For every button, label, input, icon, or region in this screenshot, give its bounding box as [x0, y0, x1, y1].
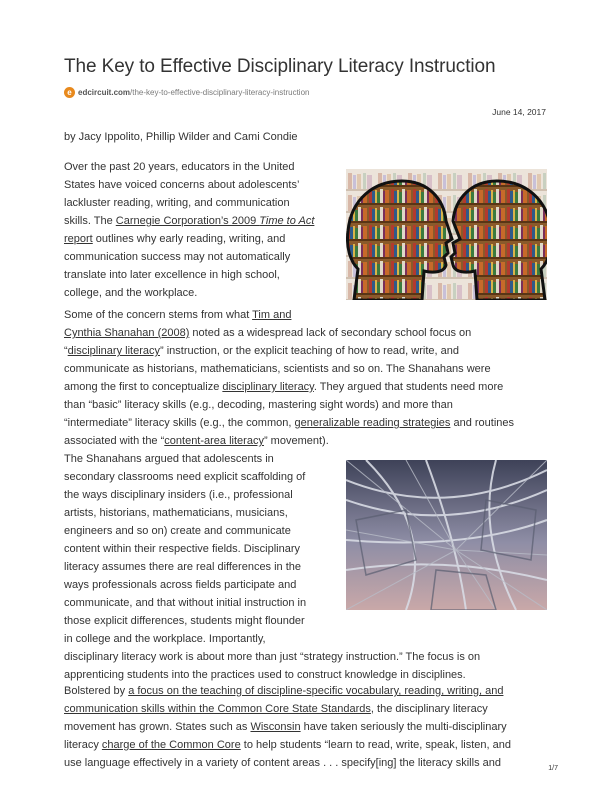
content-area-literacy-link[interactable]: content-area literacy — [164, 435, 264, 447]
text-line: communicate as historians, mathematicians, scientists and so on. The Shanahans were — [64, 363, 491, 375]
text-run: literacy — [64, 739, 102, 751]
common-core-focus-link-part-1[interactable]: a focus on the teaching of discipline-specific vocabulary, reading, writing, and — [128, 685, 504, 697]
text-line — [64, 306, 514, 324]
common-core-focus-link-part-2[interactable]: communication skills within the Common Core State Standards — [64, 703, 371, 715]
text-line — [64, 718, 511, 736]
text-line: secondary classrooms need explicit scaffolding of — [64, 471, 306, 483]
text-line: content within their respective fields. Disciplinary — [64, 543, 300, 555]
carnegie-report-link[interactable] — [116, 215, 315, 227]
text-run: associated with the “ — [64, 435, 165, 447]
paragraph-3 — [64, 450, 480, 684]
text-run: “ — [64, 345, 68, 357]
text-line: disciplinary literacy work is about more than just “strategy instruction.” The focus is on — [64, 651, 481, 663]
article-title: The Key to Effective Disciplinary Literacy Instruction — [64, 56, 496, 77]
text-line — [64, 700, 511, 718]
text-line — [64, 212, 314, 230]
text-run: “intermediate” literacy skills (e.g., the common, — [64, 417, 295, 429]
text-line: literacy assumes there are real differences in the — [64, 561, 302, 573]
text-line — [64, 736, 511, 754]
text-run: movement has grown. States such as — [64, 721, 251, 733]
paragraph-2 — [64, 306, 514, 450]
text-line: ways professionals across fields participate and — [64, 579, 297, 591]
text-run: . They argued that students need more — [313, 381, 504, 393]
text-line: use language effectively in a variety of content areas . . . specify[ing] the literacy skills and — [64, 757, 501, 769]
text-line: than “basic” literacy skills (e.g., decoding, mastering sight words) and more than — [64, 399, 453, 411]
wisconsin-link[interactable]: Wisconsin — [250, 721, 301, 733]
source-path[interactable]: /the-key-to-effective-disciplinary-literacy-instruction — [130, 88, 310, 97]
reading-strategies-link[interactable]: generalizable reading strategies — [294, 417, 451, 429]
text-line: communication success may not automatically — [64, 251, 291, 263]
text-line: those explicit differences, students might flounder — [64, 615, 305, 627]
link-text[interactable]: Carnegie Corporation’s 2009 — [115, 215, 260, 227]
link-text-italic[interactable]: Time to Act — [259, 215, 315, 227]
bookshelf-heads-image — [346, 169, 547, 300]
common-core-charge-link[interactable]: charge of the Common Core — [101, 739, 241, 751]
source-url[interactable] — [64, 87, 309, 98]
text-line: communicate, and that without initial instruction in — [64, 597, 307, 609]
source-domain[interactable]: edcircuit.com — [78, 88, 131, 97]
bookshelf-heads-illustration — [346, 169, 547, 300]
text-line: the ways disciplinary insiders (i.e., professional — [64, 489, 293, 501]
text-line — [64, 342, 514, 360]
shanahan-link-part-2[interactable]: Cynthia Shanahan (2008) — [64, 327, 190, 339]
text-line: Over the past 20 years, educators in the United — [64, 161, 295, 173]
text-run: ” movement). — [263, 435, 329, 447]
text-line — [64, 324, 514, 342]
disciplinary-literacy-link[interactable]: disciplinary literacy — [67, 345, 160, 357]
text-line: in college and the workplace. Importantly, — [64, 633, 266, 645]
text-line — [64, 414, 514, 432]
text-line: The Shanahans argued that adolescents in — [64, 453, 274, 465]
paragraph-4 — [64, 682, 511, 772]
text-run: among the first to conceptualize — [64, 381, 223, 393]
edcircuit-logo-icon: e — [64, 87, 75, 98]
disciplinary-literacy-link-2[interactable]: disciplinary literacy — [222, 381, 314, 393]
text-line: translate into later excellence in high school, — [64, 269, 280, 281]
text-run: noted as a widespread lack of secondary school focus on — [189, 327, 472, 339]
report-link[interactable]: report — [64, 233, 93, 245]
paragraph-1 — [64, 158, 314, 302]
text-run: have taken seriously the multi-disciplinary — [300, 721, 507, 733]
text-line: college, and the workplace. — [64, 287, 198, 299]
text-run: ” instruction, or the explicit teaching of how to read, write, and — [159, 345, 459, 357]
text-line — [64, 378, 514, 396]
text-run: to help students “learn to read, write, speak, listen, and — [240, 739, 511, 751]
text-line: apprenticing students into the practices used to construct knowledge in disciplines. — [64, 669, 466, 681]
text-run: outlines why early reading, writing, and — [92, 233, 286, 245]
text-line: artists, historians, mathematicians, musicians, — [64, 507, 288, 519]
text-run: , the disciplinary literacy — [370, 703, 488, 715]
text-run: skills. The — [64, 215, 116, 227]
text-line: lackluster reading, writing, and communication — [64, 197, 290, 209]
text-line: engineers and so on) create and communicate — [64, 525, 291, 537]
shanahan-link-part-1[interactable]: Tim and — [252, 309, 292, 321]
text-run: Bolstered by — [64, 685, 129, 697]
page-number: 1/7 — [548, 765, 558, 772]
publish-date: June 14, 2017 — [492, 107, 546, 117]
text-run: Some of the concern stems from what — [64, 309, 253, 321]
text-run: and routines — [450, 417, 515, 429]
text-line — [64, 682, 511, 700]
text-line: States have voiced concerns about adolescents’ — [64, 179, 300, 191]
byline: by Jacy Ippolito, Phillip Wilder and Cami Condie — [64, 131, 298, 143]
text-line — [64, 230, 314, 248]
text-line — [64, 432, 514, 450]
